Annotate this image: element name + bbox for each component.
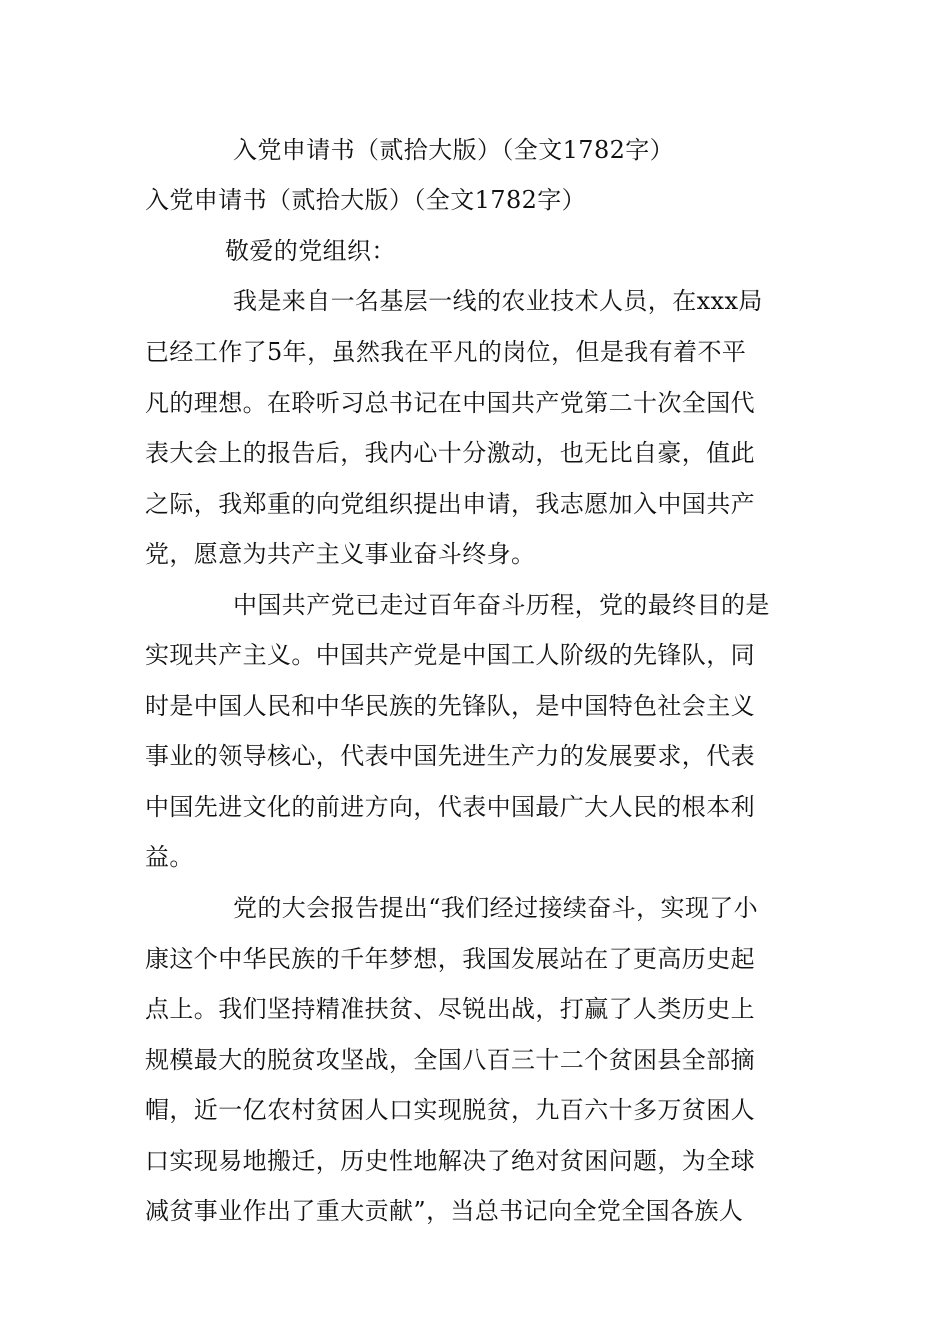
header-title: 入党申请书（贰拾大版）（全文1782字）: [233, 136, 675, 164]
paragraph-2-line-3: 时是中国人民和中华民族的先锋队，是中国特色社会主义: [145, 692, 755, 720]
document-title: 入党申请书（贰拾大版）（全文1782字）: [145, 186, 587, 214]
salutation: 敬爱的党组织：: [225, 237, 396, 265]
paragraph-1-line-6: 党，愿意为共产主义事业奋斗终身。: [145, 540, 536, 568]
paragraph-2-line-6: 益。: [145, 843, 194, 871]
paragraph-3-line-4: 规模最大的脱贫攻坚战，全国八百三十二个贫困县全部摘: [145, 1046, 755, 1074]
paragraph-1-line-4: 表大会上的报告后，我内心十分激动，也无比自豪，值此: [145, 439, 755, 467]
paragraph-2-line-2: 实现共产主义。中国共产党是中国工人阶级的先锋队，同: [145, 641, 755, 669]
paragraph-3-line-1: 党的大会报告提出“我们经过接续奋斗，实现了小: [233, 894, 759, 922]
paragraph-2-line-1: 中国共产党已走过百年奋斗历程，党的最终目的是: [233, 591, 770, 619]
paragraph-1-line-1: 我是来自一名基层一线的农业技术人员，在xxx局: [233, 287, 763, 315]
paragraph-3-line-7: 减贫事业作出了重大贡献”，当总书记向全党全国各族人: [145, 1197, 744, 1225]
paragraph-2-line-5: 中国先进文化的前进方向，代表中国最广大人民的根本利: [145, 793, 755, 821]
paragraph-3-line-2: 康这个中华民族的千年梦想，我国发展站在了更高历史起: [145, 945, 755, 973]
paragraph-1-line-3: 凡的理想。在聆听习总书记在中国共产党第二十次全国代: [145, 389, 755, 417]
paragraph-1-line-2: 已经工作了5年，虽然我在平凡的岗位，但是我有着不平: [145, 338, 747, 366]
paragraph-2-line-4: 事业的领导核心，代表中国先进生产力的发展要求，代表: [145, 742, 755, 770]
paragraph-3-line-6: 口实现易地搬迁，历史性地解决了绝对贫困问题，为全球: [145, 1147, 755, 1175]
paragraph-3-line-3: 点上。我们坚持精准扶贫、尽锐出战，打赢了人类历史上: [145, 995, 755, 1023]
paragraph-1-line-5: 之际，我郑重的向党组织提出申请，我志愿加入中国共产: [145, 490, 755, 518]
paragraph-3-line-5: 帽，近一亿农村贫困人口实现脱贫，九百六十多万贫困人: [145, 1096, 755, 1124]
